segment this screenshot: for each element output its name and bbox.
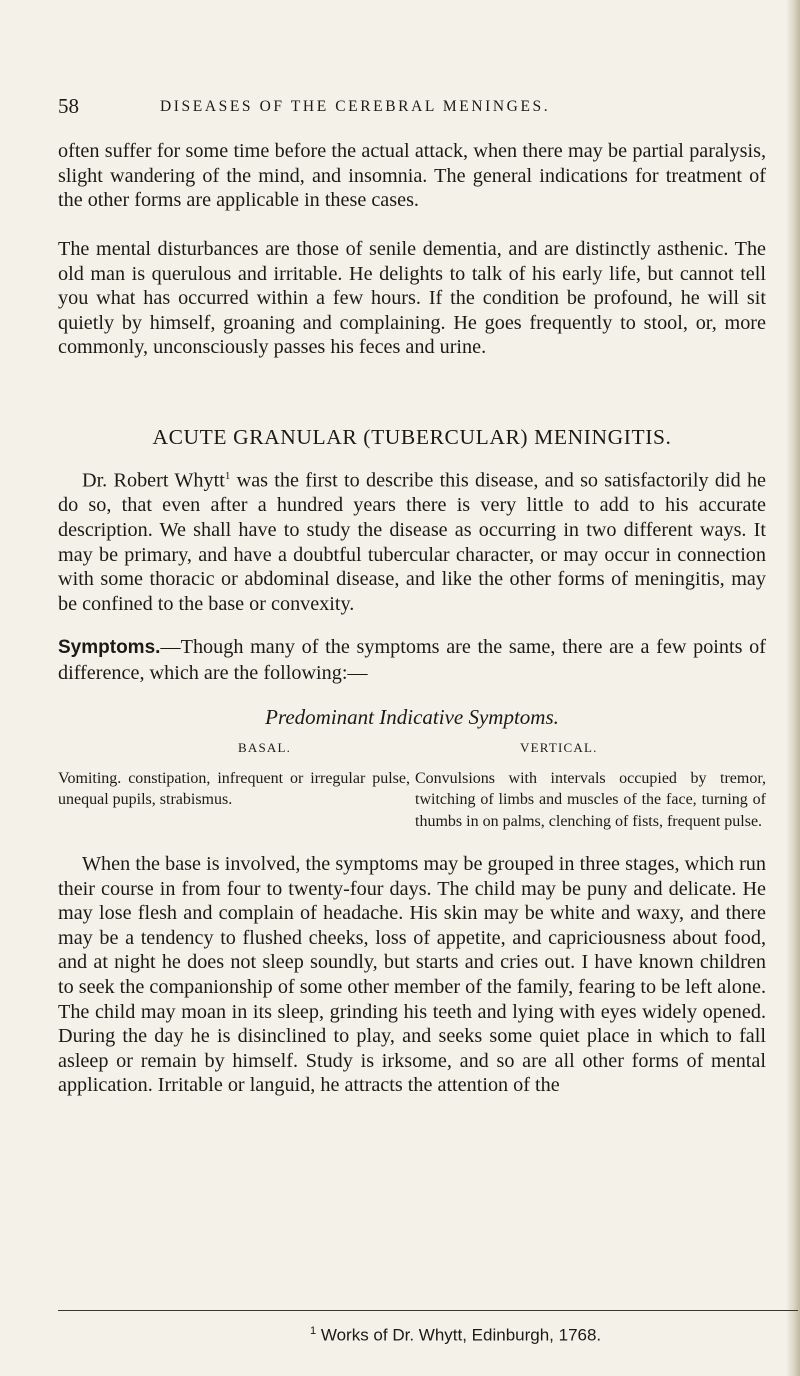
- footnote-divider: [58, 1310, 798, 1311]
- running-head: DISEASES OF THE CEREBRAL MENINGES.: [160, 98, 551, 115]
- vertical-symptoms: Convulsions with intervals occupied by tremor, twitching of limbs and muscles of the face, turning of thumbs in on palms, clenching of fists, frequent pulse.: [415, 770, 766, 830]
- page-edge-shadow: [786, 0, 800, 1376]
- footnote-text: Works of Dr. Whytt, Edinburgh, 1768.: [316, 1325, 602, 1345]
- page-header: [58, 94, 760, 124]
- basal-heading: BASAL.: [238, 740, 292, 755]
- p3-rest: was the first to describe this disease, and so satisfactorily did he do so, that even after a hundred years there is very little to add to his accurate description. We shall have to study the disease as occurring in two different ways. It may be primary, and have a doubtful tubercular character, or may occur in connection with some thoracic or abdominal disease, and like the other forms of meningitis, may be confined to the base or convexity.: [58, 469, 766, 615]
- vertical-heading: VERTICAL.: [520, 740, 598, 755]
- section-title: ACUTE GRANULAR (TUBERCULAR) MENINGITIS.: [152, 425, 672, 449]
- footnote-ref: 1: [224, 470, 231, 482]
- footnote: [310, 1325, 601, 1346]
- page-number: 58: [58, 94, 79, 118]
- footnote-marker: 1: [310, 1325, 317, 1337]
- paragraph-continuation: often suffer for some time before the actual attack, when there may be partial paralysis, slight wandering of the mind, and insomnia. The general indications for treatment of the other forms are applicable in these cases.: [58, 140, 766, 212]
- symptom-table-title: Predominant Indicative Symptoms.: [265, 705, 559, 729]
- paragraph-whytt: [58, 464, 766, 616]
- paragraph-base-involved: When the base is involved, the symptoms may be grouped in three stages, which run their course in from four to twenty-four days. The child may be puny and delicate. He may lose flesh and complain of headache. His skin may be white and waxy, and there may be a tendency to flushed cheeks, loss of appetite, and capriciousness about food, and at night he does not sleep soundly, but starts and cries out. I have known children to seek the companionship of some other member of the family, fearing to be left alone. The child may moan in its sleep, grinding his teeth and lying with eyes widely opened. During the day he is disinclined to play, and seeks some quiet place in which to fall asleep or remain by himself. Study is irksome, and so are all other forms of mental application. Irritable or languid, he attracts the attention of the: [58, 853, 766, 1097]
- symptoms-run-in-head: Symptoms.: [58, 637, 161, 658]
- symptoms-intro: —Though many of the symptoms are the same, there are a few points of difference, which are the following:—: [58, 636, 766, 684]
- p3-start: Dr. Robert Whytt: [82, 469, 225, 492]
- paragraph-mental-disturbances: The mental disturbances are those of senile dementia, and are distinctly asthenic. The old man is querulous and irritable. He delights to talk of his early life, but cannot tell you what has occurred within a few hours. If the condition be profound, he will sit quietly by himself, groaning and complaining. He goes frequently to stool, or, more commonly, unconsciously passes his feces and urine.: [58, 238, 766, 359]
- paragraph-symptoms: [58, 635, 766, 685]
- basal-symptoms: Vomiting. constipation, infrequent or irregular pulse, unequal pupils, strabismus.: [58, 770, 410, 809]
